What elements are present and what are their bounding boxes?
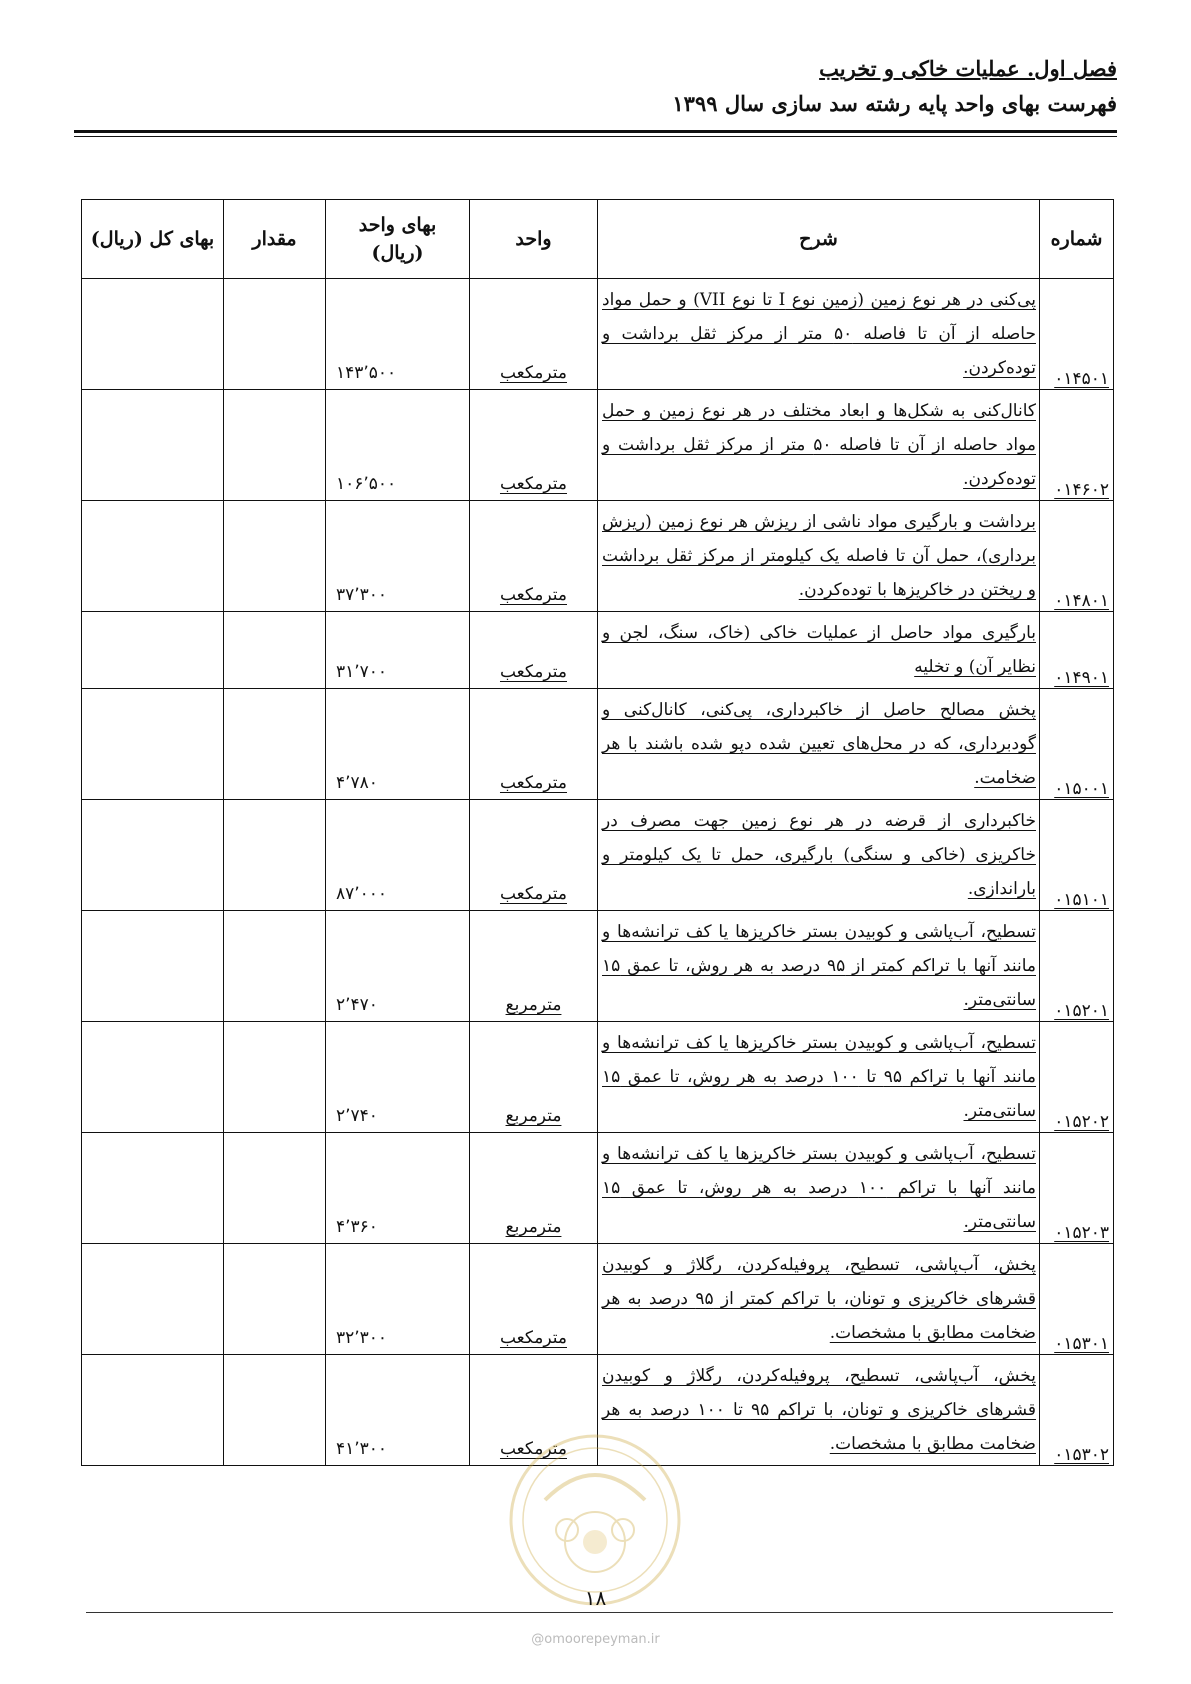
row-description-cell [598, 911, 1040, 1022]
row-unit-price: ۲٬۷۴۰ [326, 1022, 470, 1133]
header-quantity: مقدار [224, 200, 326, 279]
header-unit: واحد [470, 200, 598, 279]
row-unit-price: ۳۷٬۳۰۰ [326, 501, 470, 612]
row-total-price[interactable] [82, 279, 224, 390]
row-unit: مترمکعب [499, 884, 567, 904]
row-unit-cell [470, 279, 598, 390]
chapter-title: فصل اول. عملیات خاکی و تخریب [819, 56, 1117, 81]
row-quantity[interactable] [224, 911, 326, 1022]
row-description: پخش، آب‌پاشی، تسطیح، پروفیله‌کردن، رگلاژ و کوبیدن قشرهای خاکریزی و تونان، با تراکم ۹۵ تا ۱۰۰ درصد به هر ضخامت مطابق با مشخصات. [602, 1366, 1036, 1454]
header-unit-price-label: بهای واحد [358, 214, 437, 236]
row-unit-cell [470, 390, 598, 501]
row-description-cell [598, 689, 1040, 800]
row-unit-cell [470, 800, 598, 911]
row-description-cell [598, 800, 1040, 911]
row-quantity[interactable] [224, 390, 326, 501]
row-code-cell [1040, 1244, 1114, 1355]
row-description: تسطیح، آب‌پاشی و کوبیدن بستر خاکریزها یا کف ترانشه‌ها و مانند آنها با تراکم ۱۰۰ درصد به هر روش، تا عمق ۱۵ سانتی‌متر. [602, 1144, 1037, 1232]
row-unit-price: ۴٬۷۸۰ [326, 689, 470, 800]
row-description: پی‌کنی در هر نوع زمین (زمین نوع I تا نوع VII) و حمل مواد حاصله از آن تا فاصله ۵۰ متر از مرکز ثقل برداشت و توده‌کردن. [602, 290, 1036, 378]
row-unit-cell [470, 612, 598, 689]
table-row [82, 390, 1114, 501]
row-description: پخش، آب‌پاشی، تسطیح، پروفیله‌کردن، رگلاژ و کوبیدن قشرهای خاکریزی و تونان، با تراکم کمتر از ۹۵ درصد به هر ضخامت مطابق با مشخصات. [602, 1255, 1036, 1343]
row-total-price[interactable] [82, 911, 224, 1022]
row-quantity[interactable] [224, 1133, 326, 1244]
row-description: کانال‌کنی به شکل‌ها و ابعاد مختلف در هر نوع زمین و حمل مواد حاصله از آن تا فاصله ۵۰ متر از مرکز ثقل برداشت و توده‌کردن. [602, 401, 1036, 489]
row-unit-cell [470, 1022, 598, 1133]
header-rule-thin [74, 136, 1117, 137]
row-total-price[interactable] [82, 1133, 224, 1244]
row-unit-price: ۱۰۶٬۵۰۰ [326, 390, 470, 501]
row-code-cell [1040, 800, 1114, 911]
header-rule-thick [74, 130, 1117, 133]
row-code: ۰۱۵۲۰۲ [1054, 1112, 1109, 1132]
footer-rule [86, 1612, 1113, 1613]
row-total-price[interactable] [82, 1244, 224, 1355]
table-row [82, 1244, 1114, 1355]
table-row [82, 911, 1114, 1022]
row-quantity[interactable] [224, 1244, 326, 1355]
row-code: ۰۱۴۸۰۱ [1054, 591, 1109, 611]
row-quantity[interactable] [224, 612, 326, 689]
row-description-cell [598, 279, 1040, 390]
row-code-cell [1040, 689, 1114, 800]
watermark-seal-icon [505, 1430, 685, 1610]
row-description-cell [598, 501, 1040, 612]
row-quantity[interactable] [224, 800, 326, 911]
table-header-row [82, 200, 1114, 279]
row-quantity[interactable] [224, 689, 326, 800]
row-code: ۰۱۵۰۰۱ [1054, 779, 1109, 799]
row-unit: مترمربع [505, 995, 562, 1015]
table-row [82, 612, 1114, 689]
row-unit-cell [470, 1244, 598, 1355]
row-code-cell [1040, 390, 1114, 501]
row-description-cell [598, 1244, 1040, 1355]
row-code: ۰۱۴۹۰۱ [1054, 668, 1109, 688]
row-description-cell [598, 1022, 1040, 1133]
row-unit: مترمکعب [499, 1328, 567, 1348]
row-description-cell [598, 390, 1040, 501]
row-code: ۰۱۴۵۰۱ [1054, 369, 1109, 389]
page-header [74, 52, 1117, 122]
table-row [82, 1022, 1114, 1133]
row-quantity[interactable] [224, 1022, 326, 1133]
row-description: خاکبرداری از قرضه در هر نوع زمین جهت مصرف در خاکریزی (خاکی و سنگی) بارگیری، حمل تا یک کیلومتر و باراندازی. [602, 811, 1036, 899]
row-unit-cell [470, 689, 598, 800]
row-code: ۰۱۵۲۰۱ [1054, 1001, 1109, 1021]
row-code: ۰۱۵۲۰۳ [1054, 1223, 1109, 1243]
row-unit: مترمکعب [499, 585, 567, 605]
row-total-price[interactable] [82, 390, 224, 501]
row-total-price[interactable] [82, 1355, 224, 1466]
document-title: فهرست بهای واحد پایه رشته سد سازی سال ۱۳۹۹ [672, 91, 1117, 116]
row-description: بارگیری مواد حاصل از عملیات خاکی (خاک، سنگ، لجن و نظایر آن) و تخلیه [602, 623, 1036, 677]
row-unit: مترمکعب [499, 363, 567, 383]
row-description-cell [598, 612, 1040, 689]
row-unit: مترمکعب [499, 1439, 567, 1459]
header-code: شماره [1040, 200, 1114, 279]
row-unit-price: ۳۱٬۷۰۰ [326, 612, 470, 689]
row-code: ۰۱۵۱۰۱ [1054, 890, 1109, 910]
row-unit-cell [470, 1133, 598, 1244]
price-table [81, 199, 1114, 1466]
table-row [82, 1133, 1114, 1244]
row-code-cell [1040, 911, 1114, 1022]
row-unit: مترمربع [505, 1217, 562, 1237]
row-unit: مترمکعب [499, 474, 567, 494]
row-unit-price: ۸۷٬۰۰۰ [326, 800, 470, 911]
row-code-cell [1040, 1133, 1114, 1244]
row-description: پخش مصالح حاصل از خاکبرداری، پی‌کنی، کانال‌کنی و گودبرداری، که در محل‌های تعیین شده دپو شده باشند با هر ضخامت. [602, 700, 1036, 788]
website-watermark: @omoorepeyman.ir [531, 1632, 660, 1647]
table-row [82, 689, 1114, 800]
row-total-price[interactable] [82, 1022, 224, 1133]
row-unit-price: ۴٬۳۶۰ [326, 1133, 470, 1244]
row-code: ۰۱۵۳۰۲ [1054, 1445, 1109, 1465]
header-unit-price [326, 200, 470, 279]
row-quantity[interactable] [224, 1355, 326, 1466]
row-total-price[interactable] [82, 612, 224, 689]
table-row [82, 279, 1114, 390]
row-total-price[interactable] [82, 689, 224, 800]
row-code: ۰۱۴۶۰۲ [1054, 480, 1109, 500]
row-unit-price: ۱۴۳٬۵۰۰ [326, 279, 470, 390]
row-unit: مترمکعب [499, 662, 567, 682]
row-code-cell [1040, 1022, 1114, 1133]
table-row [82, 501, 1114, 612]
row-code: ۰۱۵۳۰۱ [1054, 1334, 1109, 1354]
row-description: تسطیح، آب‌پاشی و کوبیدن بستر خاکریزها یا کف ترانشه‌ها و مانند آنها با تراکم ۹۵ تا ۱۰۰ درصد به هر روش، تا عمق ۱۵ سانتی‌متر. [602, 1033, 1037, 1121]
row-description: تسطیح، آب‌پاشی و کوبیدن بستر خاکریزها یا کف ترانشه‌ها و مانند آنها با تراکم کمتر از ۹۵ درصد به هر روش، تا عمق ۱۵ سانتی‌متر. [602, 922, 1036, 1010]
row-code-cell [1040, 279, 1114, 390]
row-description-cell [598, 1133, 1040, 1244]
row-unit-cell [470, 501, 598, 612]
header-unit-price-currency: (ریال) [371, 242, 424, 264]
row-unit: مترمربع [505, 1106, 562, 1126]
row-unit-price: ۲٬۴۷۰ [326, 911, 470, 1022]
row-quantity[interactable] [224, 501, 326, 612]
header-description: شرح [598, 200, 1040, 279]
row-description: برداشت و بارگیری مواد ناشی از ریزش هر نوع زمین (ریزش برداری)، حمل آن تا فاصله یک کیلومتر از مرکز ثقل برداشت و ریختن در خاکریزها با توده‌کردن. [602, 512, 1036, 600]
row-total-price[interactable] [82, 501, 224, 612]
table-row [82, 800, 1114, 911]
header-total-price: بهای کل (ریال) [82, 200, 224, 279]
row-code-cell [1040, 1355, 1114, 1466]
row-unit-price: ۴۱٬۳۰۰ [326, 1355, 470, 1466]
row-unit-price: ۳۲٬۳۰۰ [326, 1244, 470, 1355]
row-unit-cell [470, 911, 598, 1022]
row-quantity[interactable] [224, 279, 326, 390]
row-code-cell [1040, 612, 1114, 689]
row-total-price[interactable] [82, 800, 224, 911]
row-unit: مترمکعب [499, 773, 567, 793]
row-code-cell [1040, 501, 1114, 612]
page-number: ۱۸ [584, 1586, 607, 1610]
